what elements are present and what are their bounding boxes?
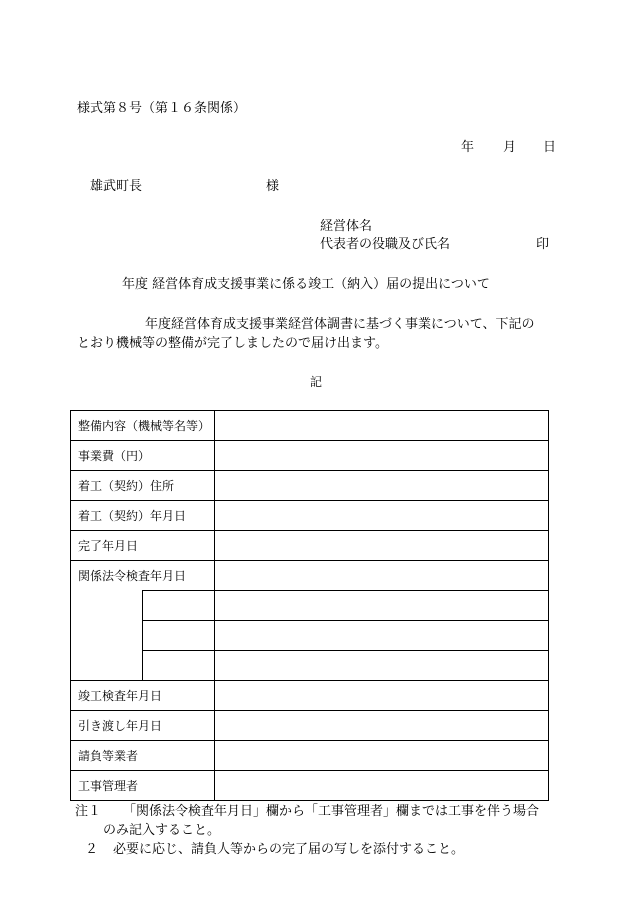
row-label: 引き渡し年月日 [71, 711, 215, 741]
note-text: のみ記入すること。 [103, 823, 221, 838]
row-value[interactable] [215, 411, 549, 441]
note-1 [75, 802, 565, 821]
indent-cell [71, 591, 143, 621]
sub-label-cell[interactable] [143, 591, 215, 621]
row-value[interactable] [215, 471, 549, 501]
indent-cell [71, 621, 143, 651]
date-day: 日 [543, 140, 557, 155]
row-value[interactable] [215, 441, 549, 471]
note-number: ２ [85, 842, 99, 857]
row-label: 請負等業者 [71, 741, 215, 771]
note-text: 「関係法令検査年月日」欄から「工事管理者」欄までは工事を伴う場合 [123, 804, 540, 819]
ki-heading: 記 [310, 375, 323, 389]
note-2 [75, 840, 565, 859]
table-row [71, 471, 549, 501]
row-value[interactable] [215, 501, 549, 531]
row-label: 事業費（円） [71, 441, 215, 471]
note-1-continued [75, 821, 565, 840]
table-row [71, 501, 549, 531]
row-label: 竣工検査年月日 [71, 681, 215, 711]
row-value[interactable] [215, 681, 549, 711]
notes [75, 802, 565, 859]
date-month: 月 [503, 140, 517, 155]
sub-label-cell[interactable] [143, 651, 215, 681]
row-label: 完了年月日 [71, 531, 215, 561]
row-value[interactable] [215, 771, 549, 801]
date-year: 年 [461, 140, 475, 155]
form-number: 様式第８号（第１６条関係） [77, 101, 247, 116]
row-value[interactable] [215, 651, 549, 681]
row-value[interactable] [215, 531, 549, 561]
table-row [71, 531, 549, 561]
table-row [71, 711, 549, 741]
addressee-name: 雄武町長 [90, 179, 143, 194]
body-line-1: 年度経営体育成支援事業経営体調書に基づく事業について、下記の [145, 317, 535, 332]
table-row [71, 771, 549, 801]
entity-name-label: 経営体名 [320, 219, 373, 234]
row-value[interactable] [215, 561, 549, 591]
row-value[interactable] [215, 741, 549, 771]
table-row [71, 651, 549, 681]
row-label: 関係法令検査年月日 [71, 561, 215, 591]
table-row [71, 591, 549, 621]
table-row [71, 621, 549, 651]
table-row [71, 561, 549, 591]
row-value[interactable] [215, 591, 549, 621]
table-row [71, 741, 549, 771]
note-text: 必要に応じ、請負人等からの完了届の写しを添付すること。 [113, 842, 465, 857]
table-row [71, 681, 549, 711]
row-label: 着工（契約）年月日 [71, 501, 215, 531]
row-value[interactable] [215, 711, 549, 741]
document-title: 年度 経営体育成支援事業に係る竣工（納入）届の提出について [122, 277, 490, 292]
row-label: 整備内容（機械等名等） [71, 411, 215, 441]
row-value[interactable] [215, 621, 549, 651]
indent-cell [71, 651, 143, 681]
seal-mark: 印 [536, 237, 550, 252]
row-label: 着工（契約）住所 [71, 471, 215, 501]
table-row [71, 411, 549, 441]
note-number: 注１ [75, 804, 102, 819]
completion-table [70, 410, 549, 801]
addressee-honorific: 様 [266, 179, 280, 194]
row-label: 工事管理者 [71, 771, 215, 801]
representative-label: 代表者の役職及び氏名 [320, 237, 451, 252]
table-row [71, 441, 549, 471]
sub-label-cell[interactable] [143, 621, 215, 651]
body-line-2: とおり機械等の整備が完了しましたので届け出ます。 [77, 336, 388, 351]
